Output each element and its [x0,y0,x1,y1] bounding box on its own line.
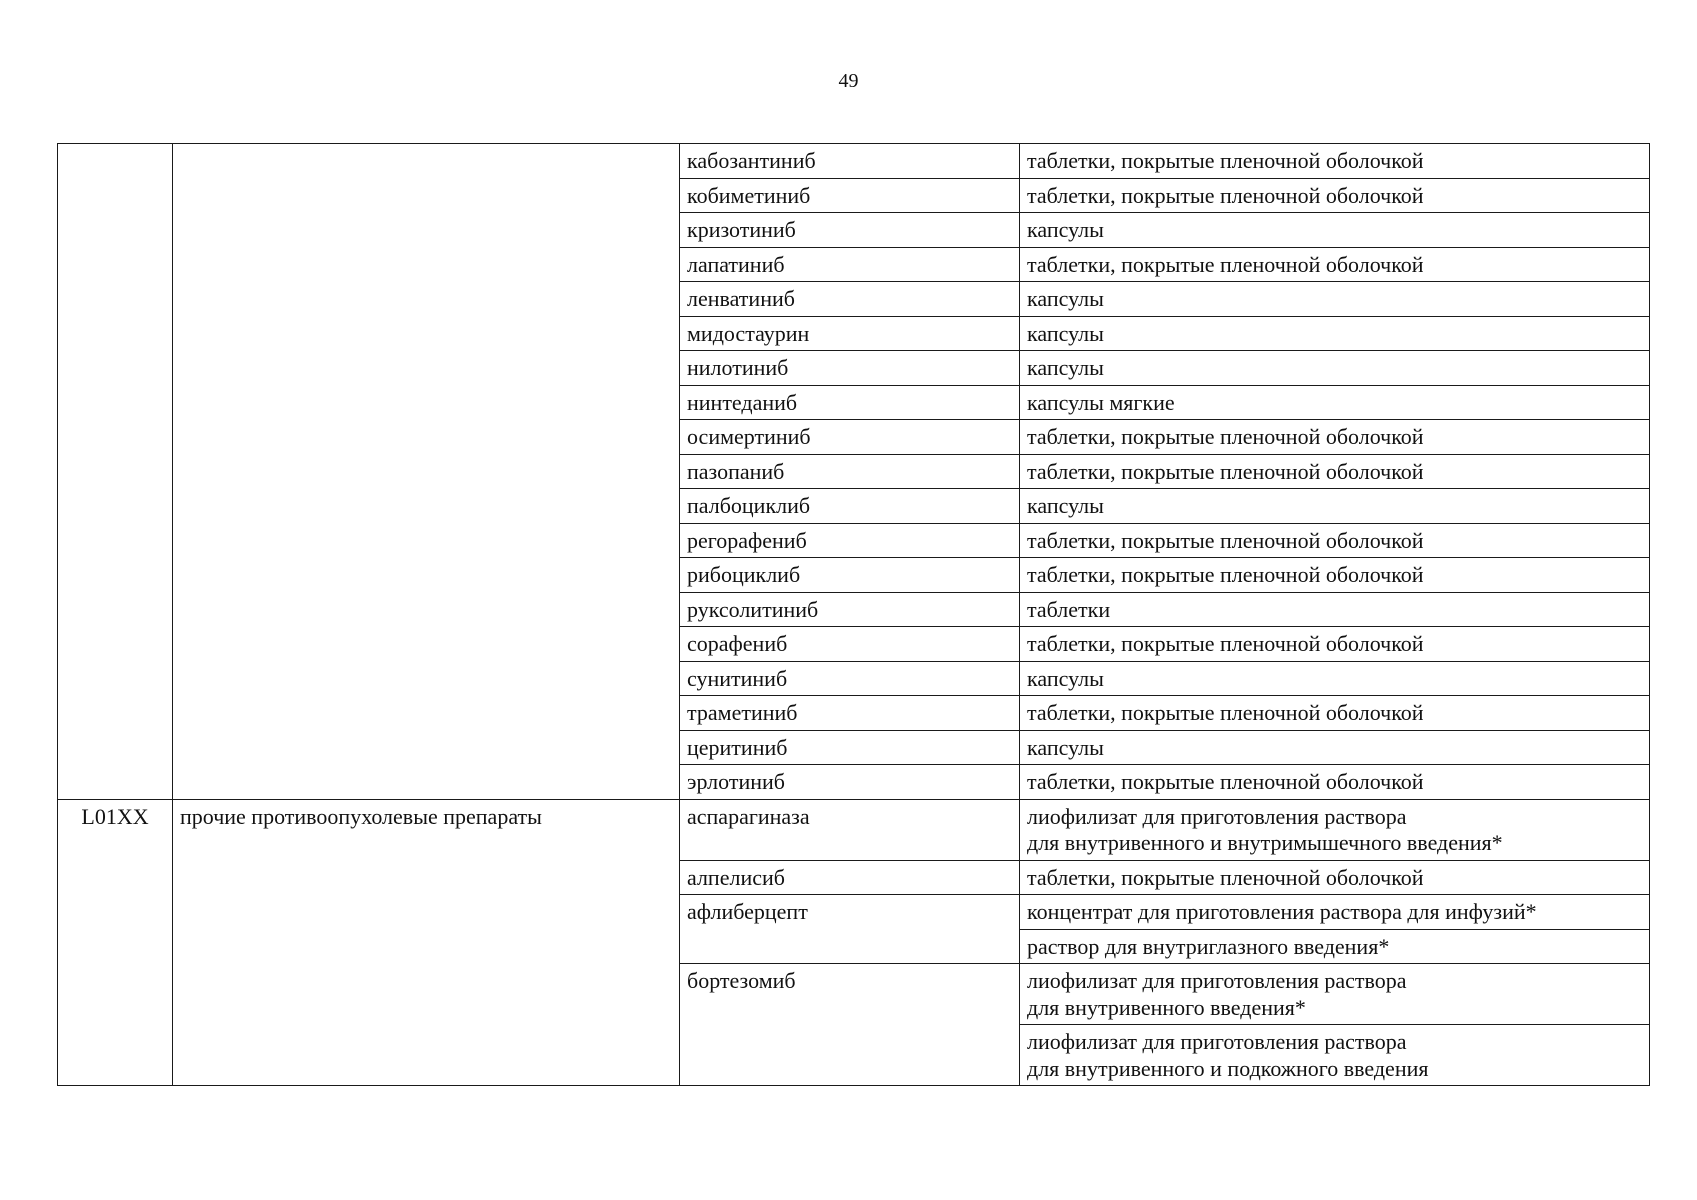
drug-name-cell: рибоциклиб [680,558,1020,593]
dosage-form-cell: капсулы [1020,661,1650,696]
drug-name-cell: сунитиниб [680,661,1020,696]
dosage-form-cell: таблетки, покрытые пленочной оболочкой [1020,523,1650,558]
dosage-form-cell: таблетки, покрытые пленочной оболочкой [1020,454,1650,489]
drug-name-cell: палбоциклиб [680,489,1020,524]
drug-name-cell: церитиниб [680,730,1020,765]
drug-name-cell: регорафениб [680,523,1020,558]
dosage-form-cell: капсулы [1020,730,1650,765]
dosage-form-cell [1020,895,1650,930]
dosage-form-cell: капсулы [1020,351,1650,386]
drug-name-cell: лапатиниб [680,247,1020,282]
drug-name-cell: бортезомиб [680,964,1020,1086]
dosage-form-line: таблетки, покрытые пленочной оболочкой [1027,864,1424,890]
dosage-form-cell: таблетки, покрытые пленочной оболочкой [1020,765,1650,800]
drug-name-cell: алпелисиб [680,860,1020,895]
dosage-form-line: раствор для внутриглазного введения* [1027,933,1390,959]
drug-name-cell: аспарагиназа [680,799,1020,860]
dosage-form-cell [1020,860,1650,895]
drug-name-cell: пазопаниб [680,454,1020,489]
table-row [58,799,1650,860]
table-row [58,144,1650,179]
dosage-form-line: для внутривенного введения* [1027,994,1306,1020]
dosage-form-cell: капсулы [1020,213,1650,248]
drug-name-cell: сорафениб [680,627,1020,662]
atc-group-cell [173,144,680,800]
dosage-form-line: для внутривенного и подкожного введения [1027,1055,1429,1081]
atc-code-cell [58,144,173,800]
drug-table [57,143,1650,1086]
drug-name-cell: кобиметиниб [680,178,1020,213]
dosage-form-cell: таблетки, покрытые пленочной оболочкой [1020,178,1650,213]
dosage-form-cell: таблетки, покрытые пленочной оболочкой [1020,247,1650,282]
dosage-form-cell: капсулы [1020,282,1650,317]
atc-code-cell: L01XX [58,799,173,1086]
dosage-form-cell: капсулы мягкие [1020,385,1650,420]
dosage-form-cell: таблетки [1020,592,1650,627]
drug-name-cell: руксолитиниб [680,592,1020,627]
dosage-form-cell: таблетки, покрытые пленочной оболочкой [1020,420,1650,455]
dosage-form-line: для внутривенного и внутримышечного введения* [1027,830,1503,855]
drug-table-body [58,144,1650,1086]
drug-name-cell: кризотиниб [680,213,1020,248]
dosage-form-cell: таблетки, покрытые пленочной оболочкой [1020,627,1650,662]
dosage-form-line: концентрат для приготовления раствора для инфузий* [1027,899,1537,924]
dosage-form-cell: таблетки, покрытые пленочной оболочкой [1020,558,1650,593]
drug-name-cell: траметиниб [680,696,1020,731]
dosage-form-line: лиофилизат для приготовления раствора [1027,968,1407,993]
drug-name-cell: ленватиниб [680,282,1020,317]
drug-name-cell: осимертиниб [680,420,1020,455]
dosage-form-cell: капсулы [1020,316,1650,351]
dosage-form-cell: капсулы [1020,489,1650,524]
dosage-form-line: лиофилизат для приготовления раствора [1027,803,1407,829]
dosage-form-cell [1020,1025,1650,1086]
drug-name-cell: нилотиниб [680,351,1020,386]
drug-name-cell: нинтеданиб [680,385,1020,420]
dosage-form-cell [1020,799,1650,860]
atc-group-cell: прочие противоопухолевые препараты [173,799,680,1086]
drug-name-cell: афлиберцепт [680,895,1020,964]
dosage-form-cell [1020,964,1650,1025]
dosage-form-line: лиофилизат для приготовления раствора [1027,1029,1407,1054]
dosage-form-cell [1020,929,1650,964]
drug-name-cell: мидостаурин [680,316,1020,351]
dosage-form-cell: таблетки, покрытые пленочной оболочкой [1020,144,1650,179]
dosage-form-cell: таблетки, покрытые пленочной оболочкой [1020,696,1650,731]
page-number: 49 [838,70,859,92]
drug-name-cell: эрлотиниб [680,765,1020,800]
drug-name-cell: кабозантиниб [680,144,1020,179]
